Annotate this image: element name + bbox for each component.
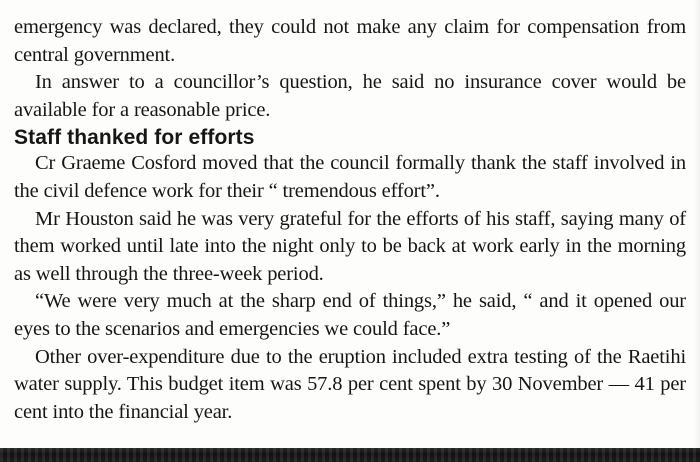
article-paragraph-motion: Cr Graeme Cosford moved that the council formally thank the staff involved in the civil defence work for their “ tremendous effort”. [14, 152, 686, 202]
page-edge-shadow [694, 0, 700, 448]
article-paragraph-expenditure: Other over-expenditure due to the eruption included extra testing of the Raetihi water supply. This budget item was 57.8 per cent spent by 30 November — 41 per cent into the financial year. [14, 345, 686, 423]
article-column [14, 0, 686, 426]
article-paragraph-houston: Mr Houston said he was very grateful for the efforts of his staff, saying many of them worked until late into the night only to be back at work early in the morning as well through the three-week period. [14, 207, 686, 285]
bottom-dark-band [0, 448, 700, 462]
article-paragraph-quote: “We were very much at the sharp end of things,” he said, “ and it opened our eyes to the scenarios and emergencies we could face.” [14, 290, 686, 340]
article-paragraph-insurance: In answer to a councillor’s question, he said no insurance cover would be available for a reasonable price. [14, 71, 686, 121]
section-heading: Staff thanked for efforts [14, 126, 255, 150]
article-paragraph-continuation: emergency was declared, they could not make any claim for compensation from central government. [14, 16, 686, 66]
